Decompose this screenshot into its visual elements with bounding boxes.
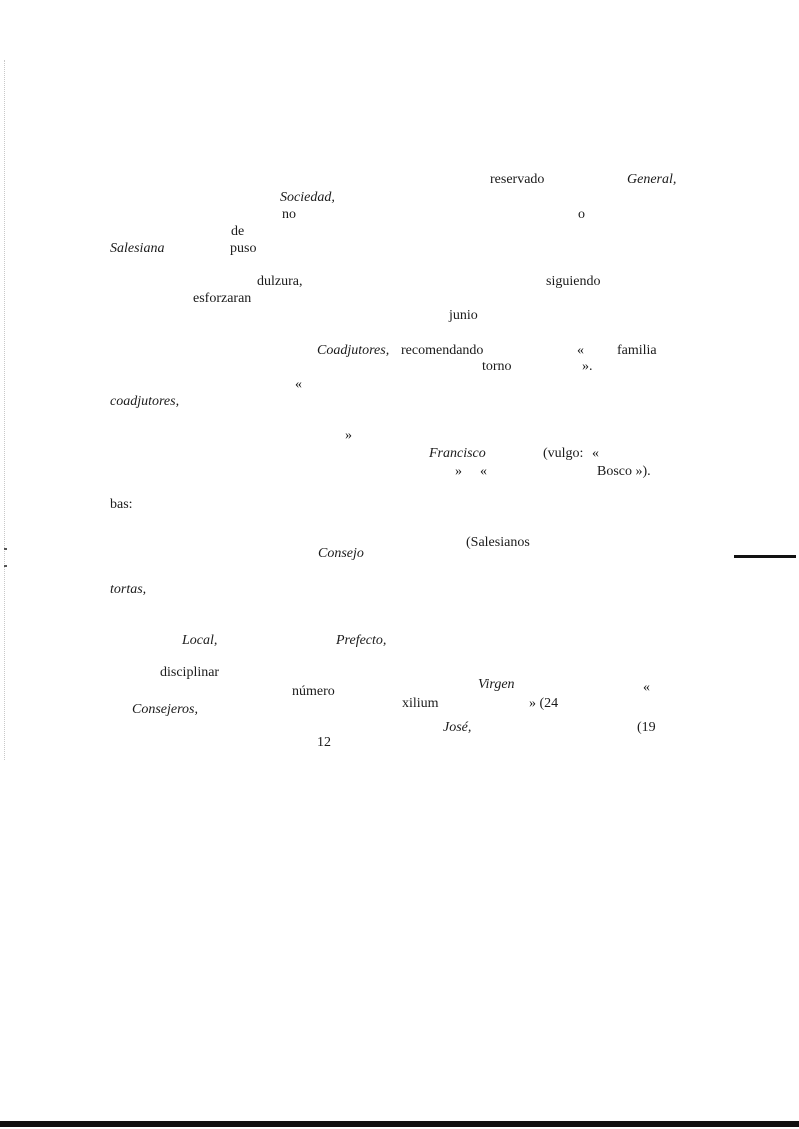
word: Consejeros, bbox=[132, 702, 198, 717]
word: » (24 bbox=[529, 696, 559, 711]
scan-edge-dots bbox=[4, 60, 6, 760]
word: xilium bbox=[402, 696, 439, 711]
word: « bbox=[295, 377, 302, 392]
word: o bbox=[578, 207, 585, 222]
word: de bbox=[231, 224, 245, 239]
word: número bbox=[292, 684, 335, 699]
word: dulzura, bbox=[257, 274, 303, 289]
word: Virgen bbox=[478, 677, 515, 692]
bottom-rule bbox=[0, 1121, 799, 1127]
word: « bbox=[592, 446, 599, 461]
word: no bbox=[282, 207, 296, 222]
word: siguiendo bbox=[546, 274, 601, 289]
scan-mark bbox=[4, 565, 7, 567]
word: familia bbox=[617, 343, 657, 358]
word: (19 bbox=[637, 720, 656, 735]
word: Sociedad, bbox=[280, 190, 335, 205]
word: » bbox=[345, 428, 352, 443]
word: Coadjutores, bbox=[317, 343, 390, 358]
word: torno bbox=[482, 359, 512, 374]
word: Bosco »). bbox=[597, 464, 651, 479]
word: disciplinar bbox=[160, 665, 220, 680]
word: » bbox=[455, 464, 462, 479]
word: (Salesianos bbox=[466, 535, 530, 550]
word: ». bbox=[582, 359, 593, 374]
word: bas: bbox=[110, 497, 133, 512]
word: General, bbox=[627, 172, 677, 187]
word: (vulgo: bbox=[543, 446, 584, 461]
word: esforzaran bbox=[193, 291, 252, 306]
word: Salesiana bbox=[110, 241, 165, 256]
word: coadjutores, bbox=[110, 394, 180, 409]
word: Local, bbox=[182, 633, 218, 648]
word: « bbox=[480, 464, 487, 479]
word: tortas, bbox=[110, 582, 147, 597]
word: « bbox=[577, 343, 584, 358]
scan-mark bbox=[4, 548, 7, 550]
word: Consejo bbox=[318, 546, 364, 561]
word: Prefecto, bbox=[336, 633, 387, 648]
word: José, bbox=[443, 720, 472, 735]
word: puso bbox=[230, 241, 257, 256]
word: junio bbox=[449, 308, 478, 323]
page-number: 12 bbox=[317, 735, 331, 750]
word: Francisco bbox=[429, 446, 486, 461]
word: « bbox=[643, 680, 650, 695]
margin-rule bbox=[734, 555, 796, 558]
word: reservado bbox=[490, 172, 545, 187]
word: recomendando bbox=[401, 343, 484, 358]
